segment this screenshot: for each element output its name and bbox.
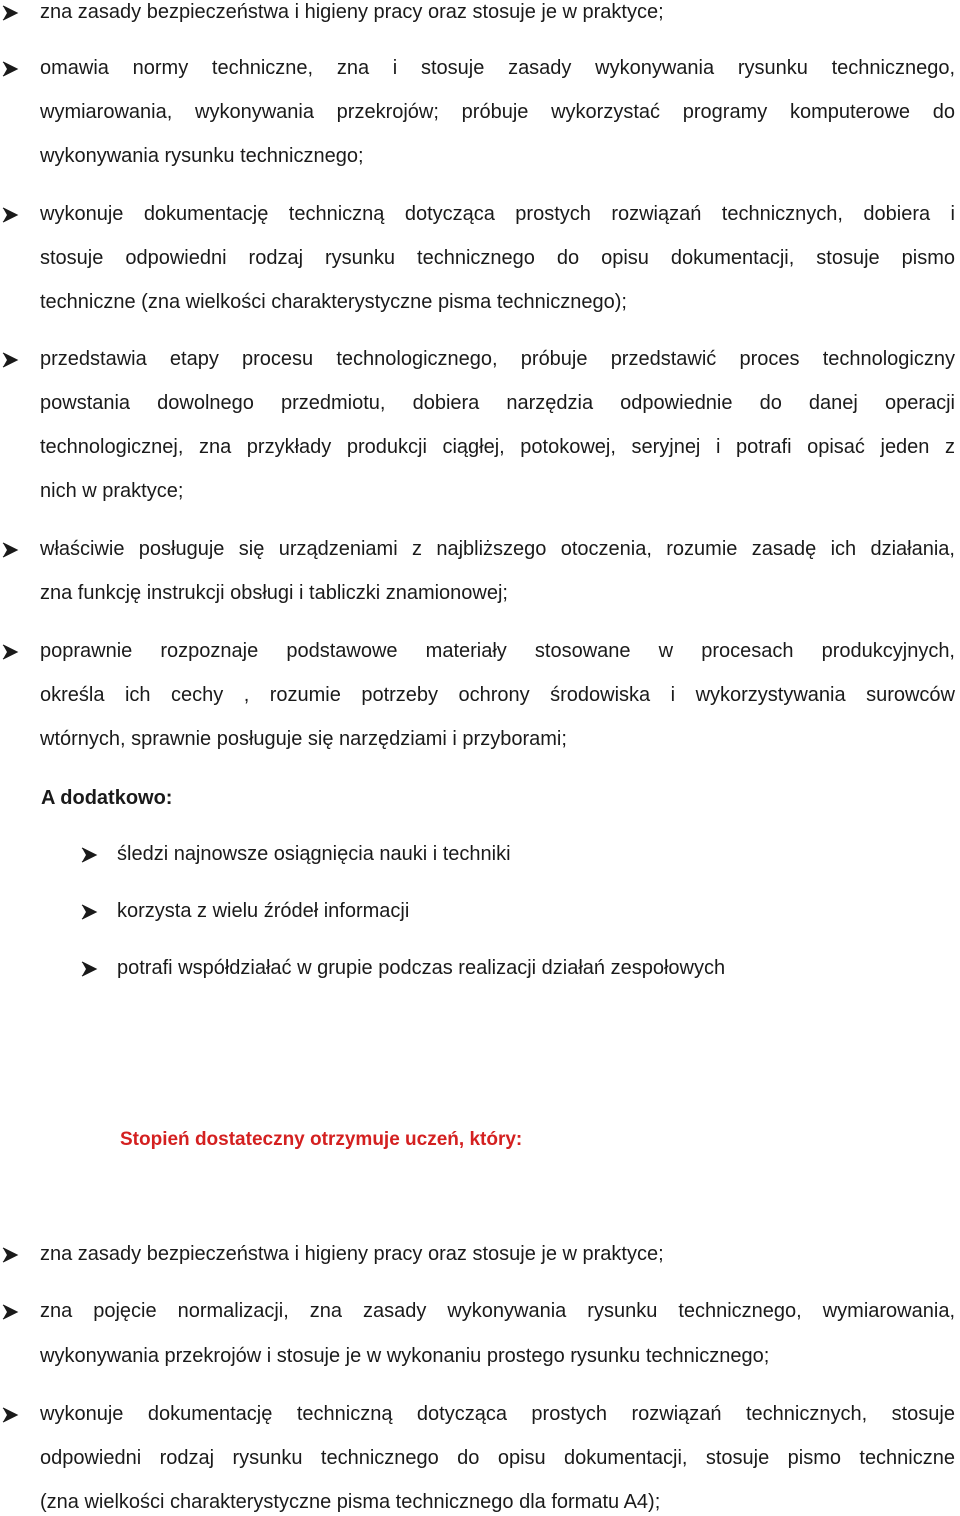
list-item-line: wykonuje dokumentację techniczną dotycząca prostych rozwiązań technicznych, stosuje bbox=[40, 1403, 955, 1425]
list-item-line: przedstawia etapy procesu technologicznego, próbuje przedstawić proces technologiczny bbox=[40, 348, 955, 370]
arrowhead-bullet-icon bbox=[80, 846, 98, 864]
list-item-line: powstania dowolnego przedmiotu, dobiera narzędzia odpowiednie do danej operacji bbox=[40, 392, 955, 414]
list-item-line: (zna wielkości charakterystyczne pisma technicznego dla formatu A4); bbox=[40, 1491, 661, 1513]
additional-item: śledzi najnowsze osiągnięcia nauki i techniki bbox=[117, 843, 511, 865]
additional-item: korzysta z wielu źródeł informacji bbox=[117, 900, 410, 922]
arrowhead-bullet-icon bbox=[1, 1246, 19, 1264]
list-item-line: techniczne (zna wielkości charakterystyczne pisma technicznego); bbox=[40, 291, 627, 313]
list-item-line: wymiarowania, wykonywania przekrojów; próbuje wykorzystać programy komputerowe do bbox=[40, 101, 955, 123]
list-item-line: nich w praktyce; bbox=[40, 480, 184, 502]
list-item-line: określa ich cechy , rozumie potrzeby ochrony środowiska i wykorzystywania surowców bbox=[40, 684, 955, 706]
list-item-line: zna funkcję instrukcji obsługi i tabliczki znamionowej; bbox=[40, 582, 508, 604]
arrowhead-bullet-icon bbox=[80, 903, 98, 921]
arrowhead-bullet-icon bbox=[1, 206, 19, 224]
arrowhead-bullet-icon bbox=[1, 643, 19, 661]
arrowhead-bullet-icon bbox=[1, 1303, 19, 1321]
list-item-line: zna zasady bezpieczeństwa i higieny pracy oraz stosuje je w praktyce; bbox=[40, 1, 664, 23]
arrowhead-bullet-icon bbox=[1, 541, 19, 559]
list-item-line: omawia normy techniczne, zna i stosuje zasady wykonywania rysunku technicznego, bbox=[40, 57, 955, 79]
list-item-line: zna zasady bezpieczeństwa i higieny pracy oraz stosuje je w praktyce; bbox=[40, 1243, 664, 1265]
arrowhead-bullet-icon bbox=[1, 1406, 19, 1424]
list-item-line: odpowiedni rodzaj rysunku technicznego do opisu dokumentacji, stosuje pismo techniczne bbox=[40, 1447, 955, 1469]
list-item-line: wykonuje dokumentację techniczną dotycząca prostych rozwiązań technicznych, dobiera i bbox=[40, 203, 955, 225]
list-item-line: poprawnie rozpoznaje podstawowe materiały stosowane w procesach produkcyjnych, bbox=[40, 640, 955, 662]
arrowhead-bullet-icon bbox=[1, 351, 19, 369]
list-item-line: wykonywania rysunku technicznego; bbox=[40, 145, 364, 167]
arrowhead-bullet-icon bbox=[1, 4, 19, 22]
list-item-line: zna pojęcie normalizacji, zna zasady wykonywania rysunku technicznego, wymiarowania, bbox=[40, 1300, 955, 1322]
list-item-line: wykonywania przekrojów i stosuje je w wykonaniu prostego rysunku technicznego; bbox=[40, 1345, 770, 1367]
additional-heading: A dodatkowo: bbox=[41, 787, 173, 809]
grade-heading: Stopień dostateczny otrzymuje uczeń, który: bbox=[120, 1129, 523, 1150]
additional-item: potrafi współdziałać w grupie podczas realizacji działań zespołowych bbox=[117, 957, 726, 979]
arrowhead-bullet-icon bbox=[1, 60, 19, 78]
list-item-line: stosuje odpowiedni rodzaj rysunku technicznego do opisu dokumentacji, stosuje pismo bbox=[40, 247, 955, 269]
list-item-line: właściwie posługuje się urządzeniami z najbliższego otoczenia, rozumie zasadę ich działania, bbox=[40, 538, 955, 560]
list-item-line: technologicznej, zna przykłady produkcji ciągłej, potokowej, seryjnej i potrafi opisać jeden z bbox=[40, 436, 955, 458]
list-item-line: wtórnych, sprawnie posługuje się narzędziami i przyborami; bbox=[40, 728, 567, 750]
arrowhead-bullet-icon bbox=[80, 960, 98, 978]
